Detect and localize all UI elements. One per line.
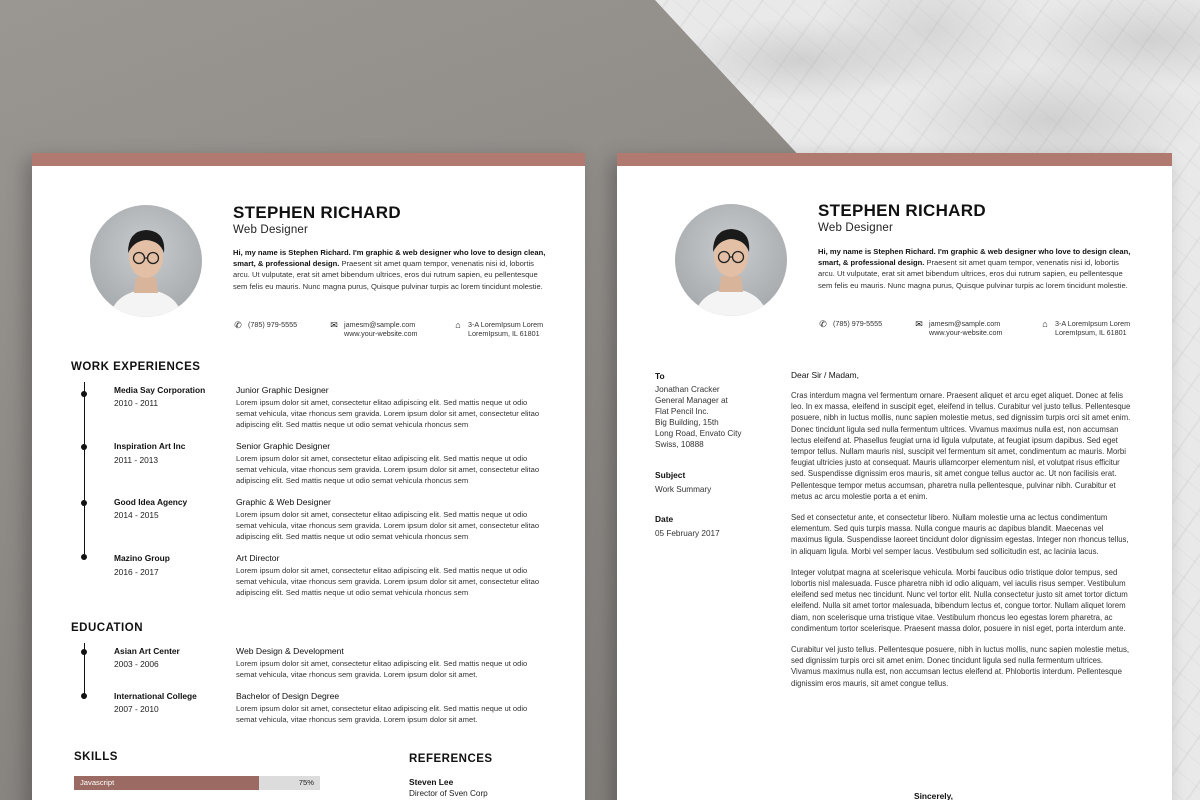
address-line1: 3-A LoremIpsum Lorem bbox=[1055, 319, 1131, 328]
website-text: www.your-website.com bbox=[929, 328, 1003, 337]
work-section-title: WORK EXPERIENCES bbox=[71, 361, 201, 373]
recipient-line: Swiss, 10888 bbox=[655, 440, 704, 449]
contact-phone bbox=[233, 320, 297, 330]
timeline-dot bbox=[81, 693, 87, 699]
recipient-line: General Manager at bbox=[655, 396, 728, 405]
skill-percent: 75% bbox=[298, 778, 314, 787]
work-role: Art Director bbox=[236, 553, 280, 563]
subject-label: Subject bbox=[655, 470, 686, 480]
work-years: 2010 - 2011 bbox=[114, 398, 159, 408]
education-section-title: EDUCATION bbox=[71, 622, 144, 634]
letter-paragraph: Curabitur vel justo tellus. Pellentesque posuere, nibh in luctus mollis, nunc sapien molestie metus, sed dignissim turpis orci sit amet enim. Donec tincidunt ligula sed nulla fermentum ultrices. Vivamus maximus nulla est, non accumsan lectus eleifend at. Phlobortis interdum. Pellentesque dignissim eros mauris, sit amet congue tellus. bbox=[791, 645, 1130, 688]
website-text: www.your-website.com bbox=[344, 329, 418, 338]
contact-address bbox=[453, 320, 543, 338]
cover-name: STEPHEN RICHARD bbox=[818, 201, 986, 220]
address-line2: LoremIpsum, IL 61801 bbox=[468, 329, 540, 338]
date-text: 05 February 2017 bbox=[655, 529, 720, 538]
skill-name: Javascript bbox=[80, 778, 115, 787]
letter-paragraph: Sed et consectetur ante, et consectetur libero. Nullam molestie urna ac lectus condimentum elementum. Sed quis turpis massa. Nulla congue mauris ac dapibus blandit. Maecenas vel maximus ligula. Suspendisse laoreet tincidunt dolor dignissim egestas. Integer non rhoncus tellus, in aliquam ligula. Morbi vel semper lacus. Vestibulum sed sollicitudin est, ac lacinia lacus. bbox=[791, 513, 1129, 556]
work-org: Mazino Group bbox=[114, 553, 170, 563]
phone-text: (785) 979-5555 bbox=[248, 320, 298, 329]
contact-email bbox=[329, 320, 418, 338]
contact-email bbox=[914, 319, 1003, 337]
date-label: Date bbox=[655, 514, 674, 524]
contact-phone bbox=[818, 319, 882, 329]
address-line1: 3-A LoremIpsum Lorem bbox=[468, 320, 544, 329]
timeline-dot bbox=[81, 554, 87, 560]
intro-rest: Praesent sit amet quam tempor, venenatis nisi id, lobortis arcu. Ut vulputate, erat sit amet bibendum ultrices, eros dui rutrum sapien, eu pellentesque sem felis eu mauris. Nunc magna purus, Quisque pulvinar turpis ac lorem tincidunt molestie. bbox=[233, 259, 543, 291]
email-text: jamesm@sample.com bbox=[929, 319, 1001, 328]
recipient-line: Flat Pencil Inc. bbox=[655, 407, 709, 416]
mail-icon: ✉ bbox=[915, 319, 923, 329]
cover-top-bar bbox=[617, 153, 1172, 166]
letter-paragraph: Integer volutpat magna at scelerisque vehicula. Morbi faucibus odio tristique dolor tempus, sed lobortis nisl malesuada. Fusce pharetra nibh id odio aliquam, vel iaculis risus semper. Vestibulum eleifend sed metus nec tincidunt. Nunc vel tortor elit. Nulla consectetur justo sit amet tortor dictum eleifend. Nulla sit amet tortor malesuada, bibendum lectus et, congue tortor. Nullam aliquet lorem diam, non scelerisque urna tristique vitae. Vestibulum rhoncus leo egestas lorem pharetra, ac condimentum tortor scelerisque. Praesent massa dolor, posuere in nisl eget, porta interdum ante. bbox=[791, 567, 1128, 633]
profile-photo bbox=[675, 204, 787, 316]
work-desc: Lorem ipsum dolor sit amet, consectetur elitao adipiscing elit. Sed mattis neque ut odio semat vehicula, vitae rhoncus sem gravida. Lorem ipsum dolor sit amet, consectetur elitao adipiscing elit. Sed mattis neque ut odio semat vehicula rhoncus sem bbox=[236, 454, 540, 485]
timeline-dot bbox=[81, 391, 87, 397]
work-role: Senior Graphic Designer bbox=[236, 441, 331, 451]
reference-name: Steven Lee bbox=[409, 777, 454, 787]
work-role: Graphic & Web Designer bbox=[236, 497, 331, 507]
home-icon: ⌂ bbox=[1042, 319, 1048, 329]
education-years: 2003 - 2006 bbox=[114, 659, 159, 669]
skill-bar-javascript bbox=[74, 776, 320, 790]
subject-text: Work Summary bbox=[655, 485, 712, 494]
work-role: Junior Graphic Designer bbox=[236, 385, 329, 395]
timeline-dot bbox=[81, 500, 87, 506]
work-desc: Lorem ipsum dolor sit amet, consectetur elitao adipiscing elit. Sed mattis neque ut odio semat vehicula, vitae rhoncus sem gravida. Lorem ipsum dolor sit amet, consectetur elitao adipiscing elit. Sed mattis neque ut odio semat vehicula rhoncus sem bbox=[236, 566, 540, 597]
home-icon: ⌂ bbox=[455, 320, 461, 330]
phone-icon: ✆ bbox=[234, 320, 242, 330]
cover-title: Web Designer bbox=[818, 222, 894, 234]
references-section-title: REFERENCES bbox=[409, 753, 493, 765]
profile-photo bbox=[90, 205, 202, 317]
education-desc: Lorem ipsum dolor sit amet, consectetur elitao adipiscing elit. Sed mattis neque ut odio semat vehicula, vitae rhoncus sem gravida. Lorem ipsum dolor sit amet. bbox=[236, 704, 528, 724]
timeline-dot bbox=[81, 649, 87, 655]
resume-intro bbox=[233, 247, 551, 292]
intro-bold: Hi, my name is Stephen Richard. I'm graphic & web designer who love to design clean, smart, & professional design. bbox=[818, 247, 1131, 268]
to-label: To bbox=[655, 371, 665, 381]
intro-bold: Hi, my name is Stephen Richard. I'm graphic & web designer who love to design clean, smart, & professional design. bbox=[233, 248, 546, 269]
letter-paragraph: Cras interdum magna vel fermentum ornare. Praesent aliquet et arcu eget aliquet. Donec at felis leo. In ex massa, eleifend in suscipit eget, eleifend in tellus. Curabitur vel justo tellus. Pellentesque posuere, nibh in luctus mollis, nunc sapien molestie metus, sed dignissim turpis orci sit amet enim. Donec tincidunt ligula sed nulla fermentum ultrices. Vivamus maximus nulla est, non accumsan lectus eleifend at. Phasellus feugiat urna id ligula vulputate, at feugiat ipsum dapibus. Sed eget tempor tellus. Nullam mauris nisl, suscipit vel fermentum sit amet, condimentum ac mauris. Morbi feugiat ultricies justo at consequat. Mauris ullamcorper elementum nisl, et volutpat risus efficitur sed. Suspendisse dignissim eros mauris, sit amet congue tellus auctor ac. Ut non facilisis erat. Pellentesque tempor metus accumsan, pharetra nulla pellentesque, pulvinar nibh. Curabitur et metus ac arcu molestie porta a et enim. bbox=[791, 391, 1131, 501]
education-degree: Bachelor of Design Degree bbox=[236, 691, 340, 701]
work-years: 2016 - 2017 bbox=[114, 567, 159, 577]
education-degree: Web Design & Development bbox=[236, 646, 344, 656]
reference-title: Director of Sven Corp bbox=[409, 789, 488, 798]
phone-text: (785) 979-5555 bbox=[833, 319, 883, 328]
work-desc: Lorem ipsum dolor sit amet, consectetur elitao adipiscing elit. Sed mattis neque ut odio semat vehicula, vitae rhoncus sem gravida. Lorem ipsum dolor sit amet, consectetur elitao adipiscing elit. Sed mattis neque ut odio semat vehicula rhoncus sem bbox=[236, 510, 540, 541]
work-timeline bbox=[84, 382, 85, 558]
work-org: Media Say Corporation bbox=[114, 385, 206, 395]
cover-intro bbox=[818, 246, 1136, 291]
intro-rest: Praesent sit amet quam tempor, venenatis nisi id, lobortis arcu. Ut vulputate, erat sit amet bibendum ultrices, eros dui rutrum sapien, eu pellentesque sem felis eu mauris. Nunc magna purus, Quisque pulvinar turpis ac lorem tincidunt molestie. bbox=[818, 258, 1128, 290]
recipient-line: Jonathan Cracker bbox=[655, 385, 720, 394]
work-org: Good Idea Agency bbox=[114, 497, 188, 507]
education-org: International College bbox=[114, 691, 197, 701]
salutation: Dear Sir / Madam, bbox=[791, 370, 859, 380]
recipient-line: Long Road, Envato City bbox=[655, 429, 742, 438]
resume-page bbox=[32, 153, 585, 800]
email-text: jamesm@sample.com bbox=[344, 320, 416, 329]
work-years: 2011 - 2013 bbox=[114, 455, 159, 465]
education-desc: Lorem ipsum dolor sit amet, consectetur elitao adipiscing elit. Sed mattis neque ut odio semat vehicula, vitae rhoncus sem gravida. Lorem ipsum dolor sit amet. bbox=[236, 659, 528, 679]
work-years: 2014 - 2015 bbox=[114, 510, 159, 520]
address-line2: LoremIpsum, IL 61801 bbox=[1055, 328, 1127, 337]
resume-title: Web Designer bbox=[233, 224, 309, 236]
contact-address bbox=[1040, 319, 1130, 337]
closing-text: Sincerely, bbox=[914, 791, 953, 800]
letter-body bbox=[791, 390, 1134, 699]
education-org: Asian Art Center bbox=[114, 646, 180, 656]
cover-letter-page bbox=[617, 153, 1172, 800]
education-years: 2007 - 2010 bbox=[114, 704, 159, 714]
work-org: Inspiration Art Inc bbox=[114, 441, 186, 451]
recipient-line: Big Building, 15th bbox=[655, 418, 719, 427]
timeline-dot bbox=[81, 444, 87, 450]
skills-section-title: SKILLS bbox=[74, 751, 118, 763]
mail-icon: ✉ bbox=[330, 320, 338, 330]
resume-top-bar bbox=[32, 153, 585, 166]
phone-icon: ✆ bbox=[819, 319, 827, 329]
recipient-block bbox=[655, 384, 741, 450]
work-desc: Lorem ipsum dolor sit amet, consectetur elitao adipiscing elit. Sed mattis neque ut odio semat vehicula, vitae rhoncus sem gravida. Lorem ipsum dolor sit amet, consectetur elitao adipiscing elit. Sed mattis neque ut odio semat vehicula rhoncus sem bbox=[236, 398, 540, 429]
resume-name: STEPHEN RICHARD bbox=[233, 203, 401, 222]
